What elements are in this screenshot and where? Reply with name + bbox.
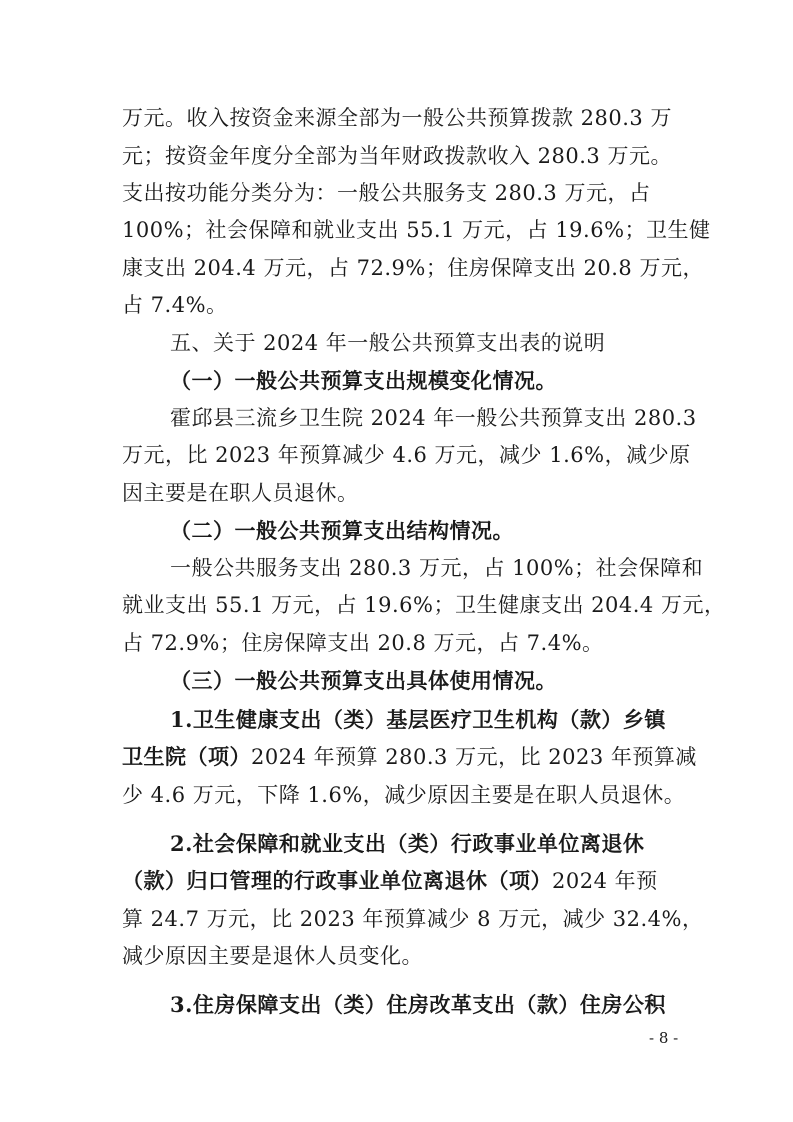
paragraph-line: 万元，比 2023 年预算减少 4.6 万元，减少 1.6%，减少原 [122, 443, 691, 467]
paragraph-line: 减少原因主要是退休人员变化。 [122, 944, 423, 968]
subsection-heading: （三）一般公共预算支出具体使用情况。 [170, 668, 557, 693]
paragraph-line: 一般公共服务支出 280.3 万元，占 100%；社会保障和 [170, 556, 704, 580]
item-heading-tail: 卫生院（项） [122, 744, 251, 769]
item-heading: 3.住房保障支出（类）住房改革支出（款）住房公积 [170, 992, 666, 1017]
paragraph-line: 占 7.4%。 [122, 293, 228, 317]
paragraph-line: 因主要是在职人员退休。 [122, 481, 359, 505]
item-heading: 1.卫生健康支出（类）基层医疗卫生机构（款）乡镇 [170, 707, 666, 732]
paragraph-line: 康支出 204.4 万元，占 72.9%；住房保障支出 20.8 万元， [122, 256, 704, 280]
paragraph-line: 占 72.9%；住房保障支出 20.8 万元，占 7.4%。 [122, 631, 604, 655]
page-number: - 8 - [649, 1029, 679, 1047]
paragraph-line: 支出按功能分类分为：一般公共服务支 280.3 万元，占 [122, 181, 651, 205]
paragraph-line [122, 742, 697, 772]
item-heading: 2.社会保障和就业支出（类）行政事业单位离退休 [170, 831, 645, 856]
paragraph-line: 算 24.7 万元，比 2023 年预算减少 8 万元，减少 32.4%， [122, 907, 704, 931]
paragraph-line: 万元。收入按资金来源全部为一般公共预算拨款 280.3 万 [122, 106, 672, 130]
paragraph-line: 元；按资金年度分全部为当年财政拨款收入 280.3 万元。 [122, 144, 672, 168]
item-heading-tail: （款）归口管理的行政事业单位离退休（项） [122, 868, 552, 893]
paragraph-line: 少 4.6 万元，下降 1.6%，减少原因主要是在职人员退休。 [122, 783, 686, 807]
paragraph-line: 100%；社会保障和就业支出 55.1 万元，占 19.6%；卫生健 [122, 218, 711, 242]
subsection-heading: （二）一般公共预算支出结构情况。 [170, 518, 514, 543]
item-text: 2024 年预算 280.3 万元，比 2023 年预算减 [251, 745, 697, 769]
paragraph-line: 就业支出 55.1 万元，占 19.6%；卫生健康支出 204.4 万元， [122, 593, 726, 617]
subsection-heading: （一）一般公共预算支出规模变化情况。 [170, 368, 557, 393]
paragraph-line [122, 866, 658, 896]
item-text: 2024 年预 [552, 869, 658, 893]
paragraph-line: 霍邱县三流乡卫生院 2024 年一般公共预算支出 280.3 [170, 406, 697, 430]
section-heading: 五、关于 2024 年一般公共预算支出表的说明 [170, 331, 606, 355]
